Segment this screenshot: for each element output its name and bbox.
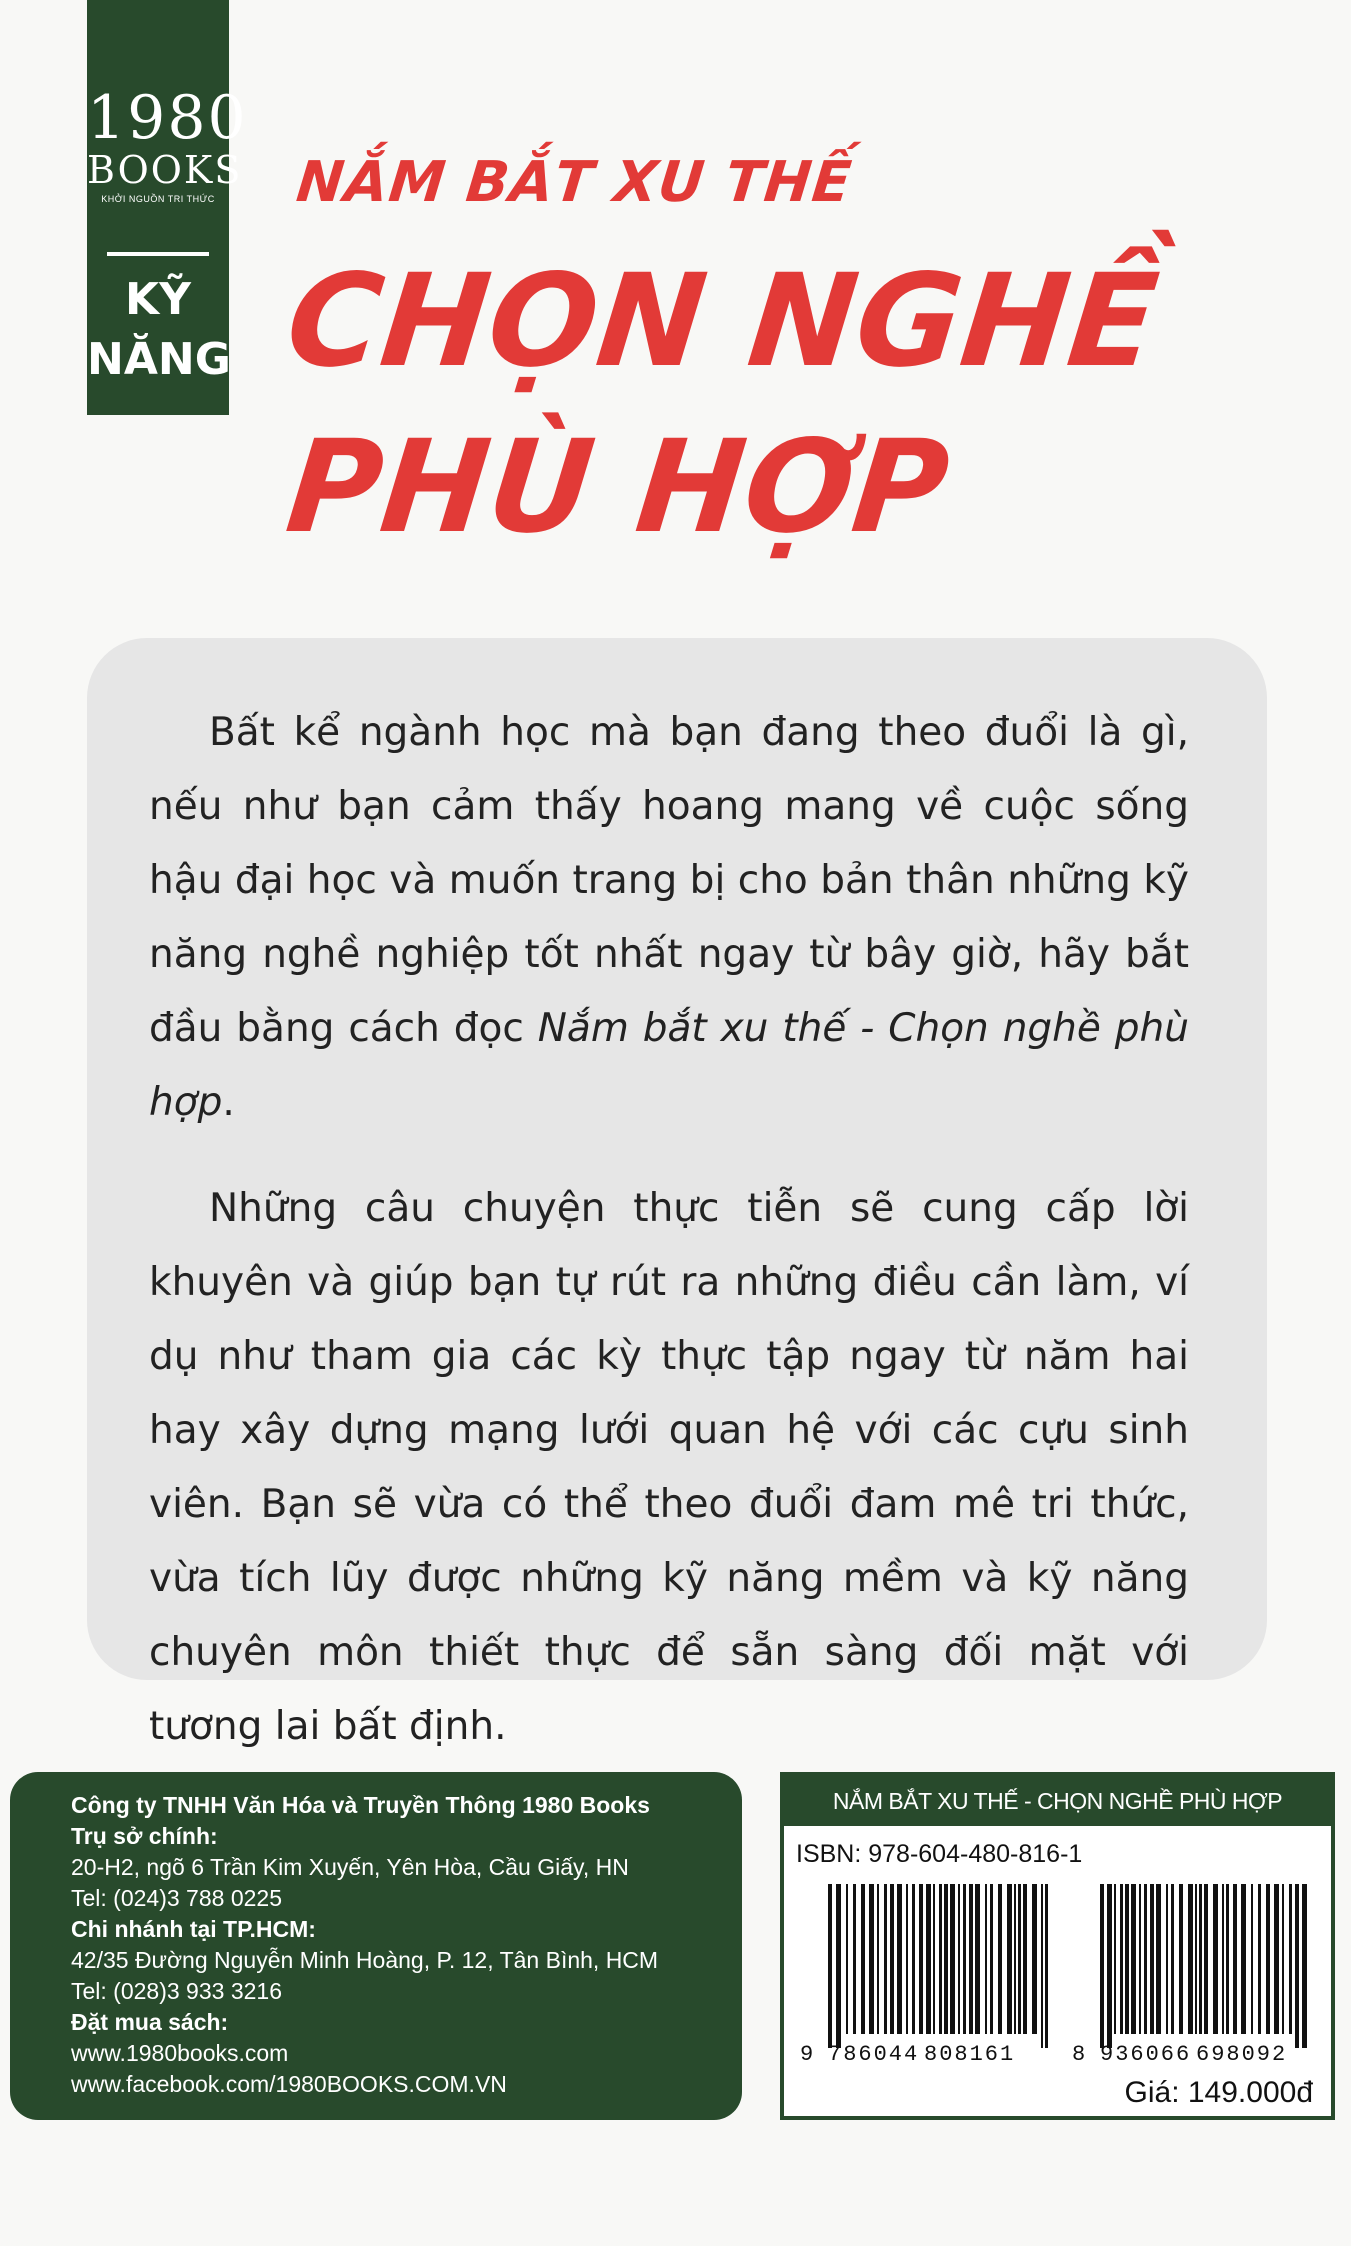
isbn-lead-digit: 9 <box>800 2042 816 2067</box>
barcode-box <box>780 1772 1335 2120</box>
barcode-header: NẮM BẮT XU THẾ - CHỌN NGHỀ PHÙ HỢP <box>784 1776 1331 1826</box>
description-p1-end: . <box>222 1080 235 1125</box>
category-line-2: NĂNG <box>87 334 231 385</box>
ean-lead-digit: 8 <box>1072 2042 1088 2067</box>
description-p1-text: Bất kể ngành học mà bạn đang theo đuổi là gì, nếu như bạn cảm thấy hoang mang về cuộc sống hậu đại học và muốn trang bị cho bản thân những kỹ năng nghề nghiệp tốt nhất ngay từ bây giờ, hãy bắt đầu bằng cách đọc <box>149 710 1189 1051</box>
isbn-digits-group-1: 786044 <box>828 2042 920 2067</box>
hq-tel: Tel: (024)3 788 0225 <box>71 1885 282 1911</box>
order-label: Đặt mua sách: <box>71 2009 229 2035</box>
brand-divider <box>107 252 209 256</box>
category-label <box>87 270 229 390</box>
ean-digits-group-1: 936066 <box>1100 2042 1192 2067</box>
description-paragraph-1 <box>149 696 1189 1140</box>
website-link[interactable]: www.1980books.com <box>71 2040 289 2066</box>
branch-tel: Tel: (028)3 933 3216 <box>71 1978 282 2004</box>
ean-digits-group-2: 698092 <box>1196 2042 1288 2067</box>
category-line-1: KỸ <box>125 274 191 325</box>
isbn-digits-group-2: 808161 <box>924 2042 1016 2067</box>
description-text <box>149 696 1189 1796</box>
price-label: Giá: 149.000đ <box>1124 2076 1313 2109</box>
publisher-company: Công ty TNHH Văn Hóa và Truyền Thông 1980 Books <box>71 1792 650 1818</box>
facebook-link[interactable]: www.facebook.com/1980BOOKS.COM.VN <box>71 2071 507 2097</box>
barcode-bars-icon <box>828 1884 1308 2048</box>
barcode-graphic <box>828 1884 1308 2048</box>
brand-logo-name: BOOKS <box>87 148 243 192</box>
book-title-line-2: PHÙ HỢP <box>280 413 956 562</box>
isbn-label: ISBN: 978-604-480-816-1 <box>796 1840 1083 1868</box>
branch-address: 42/35 Đường Nguyễn Minh Hoàng, P. 12, Tân Bình, HCM <box>71 1947 659 1973</box>
book-subtitle: NẮM BẮT XU THẾ <box>293 150 856 215</box>
branch-label: Chi nhánh tại TP.HCM: <box>71 1916 316 1942</box>
brand-tab <box>87 0 248 415</box>
brand-logo-number: 1980 <box>87 83 248 153</box>
publisher-info-box <box>10 1772 742 2120</box>
book-title-line-1: CHỌN NGHỀ <box>280 247 1165 396</box>
hq-label: Trụ sở chính: <box>71 1823 218 1849</box>
description-paragraph-2: Những câu chuyện thực tiễn sẽ cung cấp lời khuyên và giúp bạn tự rút ra những điều cần làm, ví dụ như tham gia các kỳ thực tập ngay từ năm hai hay xây dựng mạng lưới quan hệ với các cựu sinh viên. Bạn sẽ vừa có thể theo đuổi đam mê tri thức, vừa tích lũy được những kỹ năng mềm và kỹ năng chuyên môn thiết thực để sẵn sàng đối mặt với tương lai bất định. <box>149 1186 1189 1749</box>
hq-address: 20-H2, ngõ 6 Trần Kim Xuyến, Yên Hòa, Cầu Giấy, HN <box>71 1854 629 1880</box>
description-panel <box>87 638 1267 1749</box>
description-book-title: Nắm bắt xu thế - Chọn nghề phù hợp <box>149 1006 1189 1125</box>
brand-tagline: KHỞI NGUỒN TRI THỨC <box>101 194 215 204</box>
